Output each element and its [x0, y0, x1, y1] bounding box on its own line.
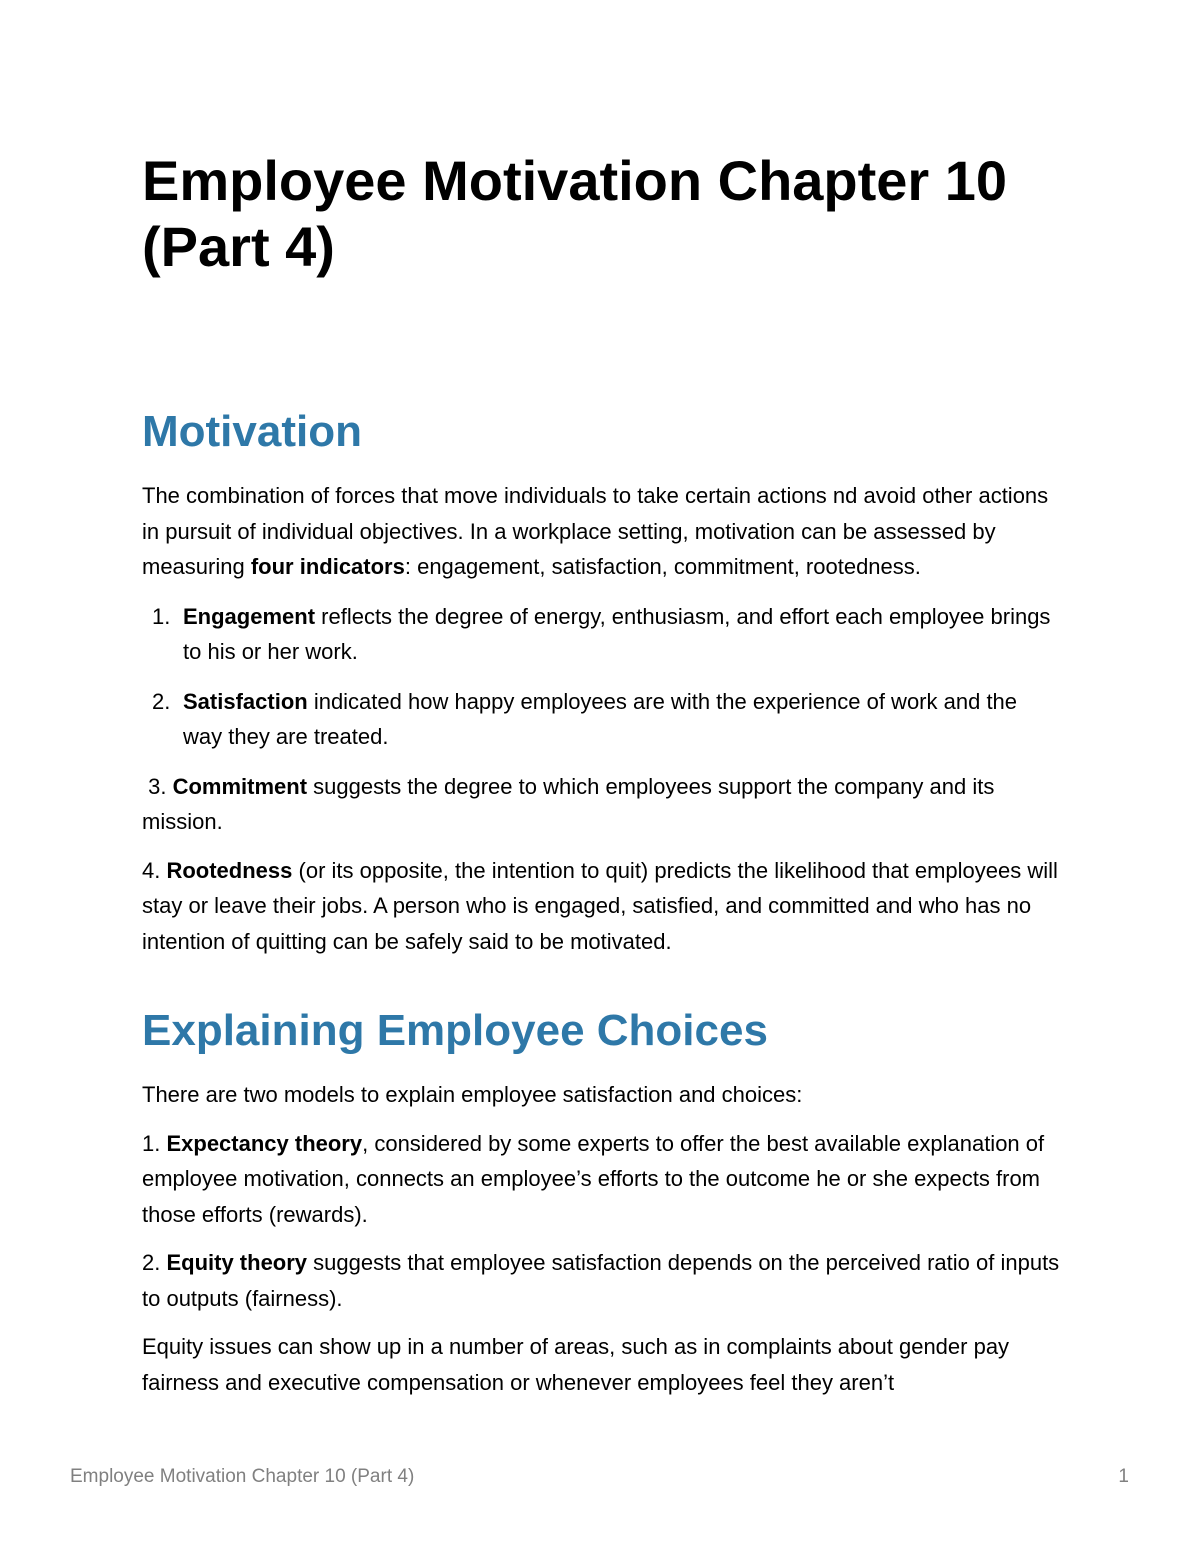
document-title: Employee Motivation Chapter 10 (Part 4)	[142, 149, 1008, 278]
paragraph-equity-theory	[142, 1245, 1062, 1316]
paragraph-rootedness	[142, 853, 1062, 960]
paragraph-expectancy-theory	[142, 1126, 1062, 1233]
page-content	[142, 148, 1062, 1400]
footer-page-number: 1	[1118, 1466, 1129, 1487]
list-number: 2.	[152, 688, 171, 714]
term-equity-theory: Equity theory	[166, 1250, 308, 1275]
definition-expectancy-theory: , considered by some experts to offer the best available explanation of employee motivation, connects an employee’s efforts to the outcome he or she expects from those efforts (rewards).	[142, 1130, 1045, 1227]
footer-title: Employee Motivation Chapter 10 (Part 4)	[70, 1466, 415, 1487]
paragraph-equity-issues: Equity issues can show up in a number of areas, such as in complaints about gender pay fairness and executive compensation or whenever employees feel they aren’t	[142, 1334, 1010, 1395]
term-satisfaction: Satisfaction	[183, 688, 308, 714]
list-number: 4.	[142, 857, 167, 883]
definition-commitment: suggests the degree to which employees support the company and its mission.	[142, 773, 995, 834]
definition-satisfaction: indicated how happy employees are with the experience of work and the way they are treated.	[183, 688, 1018, 749]
list-item-satisfaction	[142, 684, 1062, 755]
heading-motivation: Motivation	[142, 407, 362, 456]
list-number: 2.	[142, 1250, 167, 1275]
list-number: 3.	[142, 773, 173, 799]
list-number: 1.	[152, 603, 171, 629]
four-indicators-term: four indicators	[250, 554, 405, 579]
heading-explaining-employee-choices: Explaining Employee Choices	[142, 1006, 768, 1055]
definition-equity-theory: suggests that employee satisfaction depends on the perceived ratio of inputs to outputs (fairness).	[142, 1250, 1060, 1311]
definition-engagement: reflects the degree of energy, enthusiasm, and effort each employee brings to his or her work.	[183, 603, 1051, 664]
list-number: 1.	[142, 1130, 167, 1156]
definition-rootedness: (or its opposite, the intention to quit) predicts the likelihood that employees will stay or leave their jobs. A person who is engaged, satisfied, and committed and who has no intention of quitting can be safely said to be motivated.	[142, 857, 1058, 954]
paragraph-commitment	[142, 769, 1062, 840]
choices-intro: There are two models to explain employee satisfaction and choices:	[142, 1082, 803, 1107]
list-item-engagement	[142, 599, 1062, 670]
motivation-definition	[142, 478, 1062, 585]
term-rootedness: Rootedness	[166, 857, 293, 883]
motivation-definition-text-b: : engagement, satisfaction, commitment, rootedness.	[404, 554, 921, 579]
term-expectancy-theory: Expectancy theory	[166, 1130, 363, 1156]
term-engagement: Engagement	[183, 603, 316, 629]
motivation-definition-text-a: The combination of forces that move individuals to take certain actions nd avoid other actions in pursuit of individual objectives. In a workplace setting, motivation can be assessed by measuring	[142, 483, 1049, 579]
term-commitment: Commitment	[172, 773, 308, 799]
